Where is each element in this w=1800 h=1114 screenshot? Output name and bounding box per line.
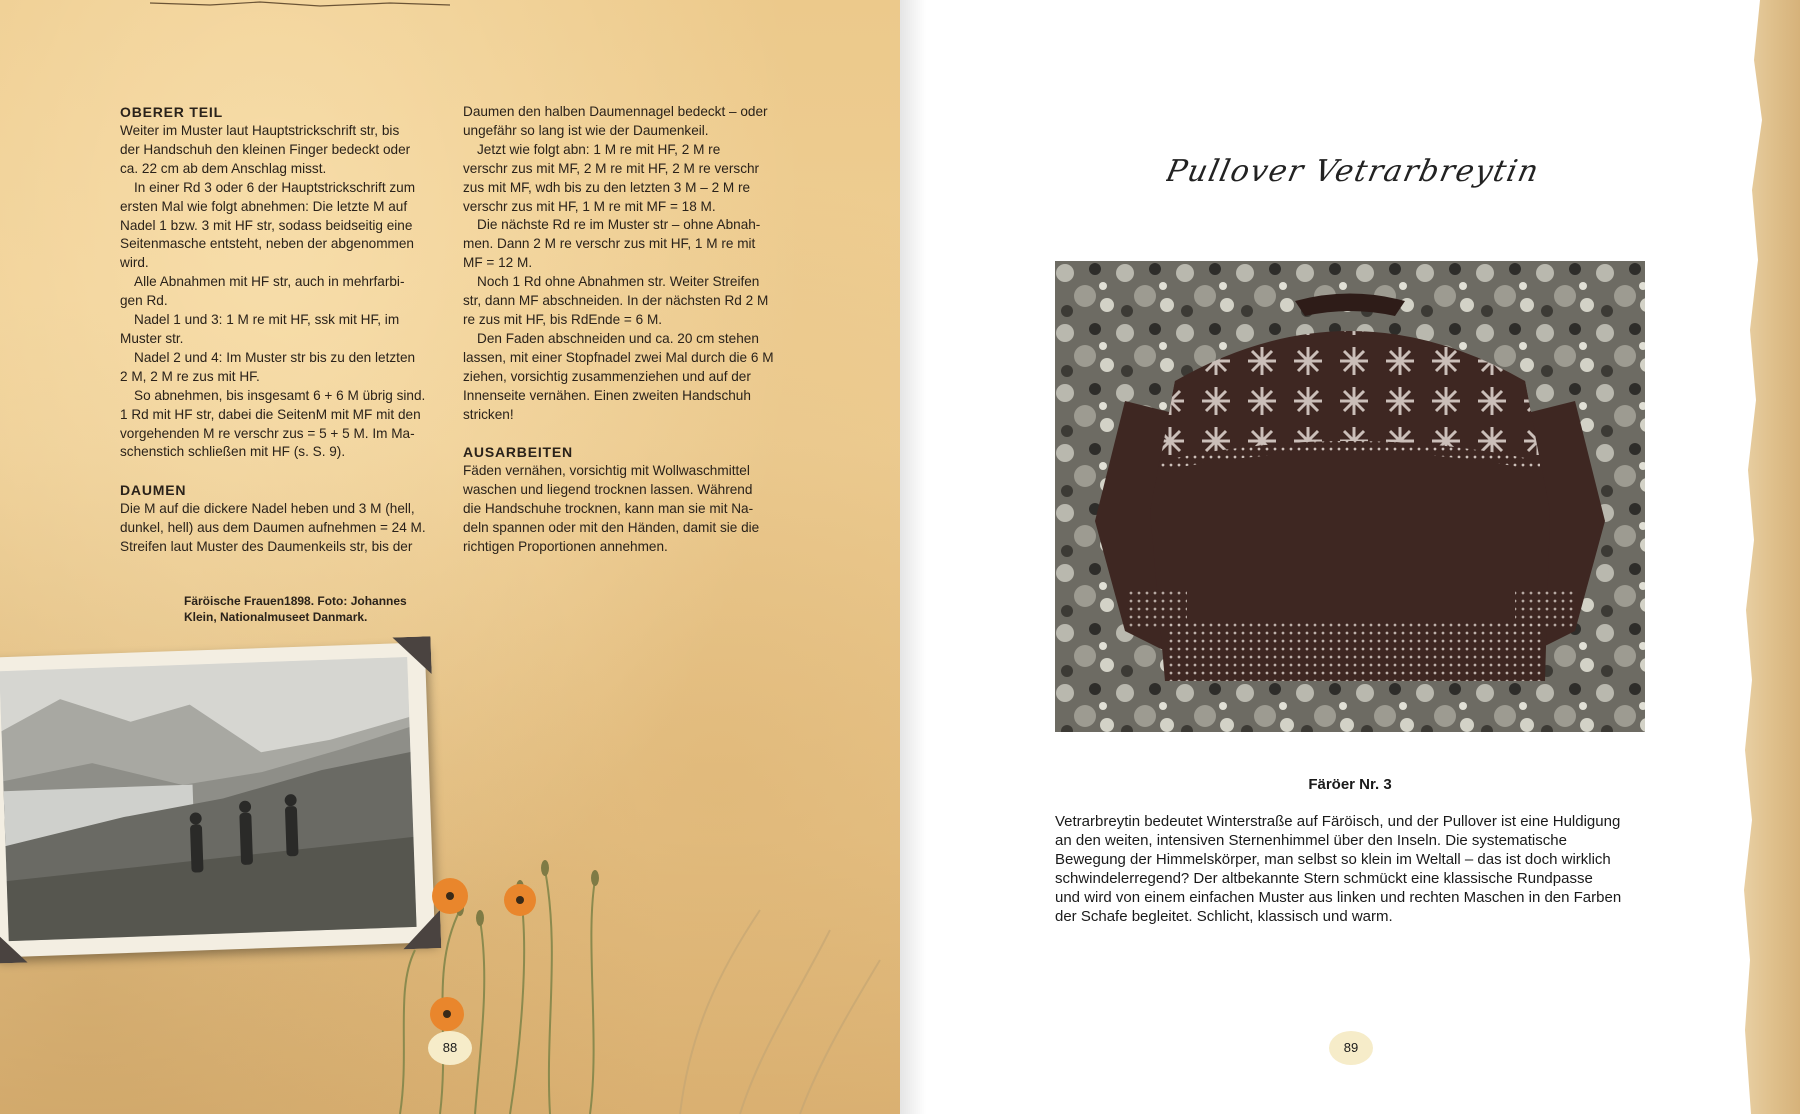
instruction-line: die Handschuhe trocknen, kann man sie mit Na- [463, 501, 754, 517]
spine-shadow [900, 0, 926, 1114]
instruction-line: schenstich schließen mit HF (s. S. 9). [120, 444, 346, 460]
instruction-line: deln spannen oder mit den Händen, damit sie die [463, 520, 760, 536]
page-number: 89 [1329, 1031, 1373, 1065]
description-line: an den weiten, intensiven Sternenhimmel über den Inseln. Die systematische [1055, 832, 1567, 849]
section-heading: OBERER TEIL [120, 104, 223, 120]
instruction-line: men. Dann 2 M re verschr zus mit HF, 1 M re mit [463, 236, 756, 252]
instruction-line: Seitenmasche entsteht, neben der abgenommen [120, 236, 414, 252]
script-title-text: Pullover Vetrarbreytin [1166, 154, 1543, 189]
vintage-photo-image [0, 657, 417, 941]
instruction-line: Die M auf die dickere Nadel heben und 3 M (hell, [120, 501, 415, 517]
instruction-line: Nadel 2 und 4: Im Muster str bis zu den letzten [134, 349, 416, 365]
instruction-line: Die nächste Rd re im Muster str – ohne Abnah- [477, 217, 761, 233]
paragraph-spacer [120, 462, 438, 481]
instruction-line: So abnehmen, bis insgesamt 6 + 6 M übrig sind. [134, 387, 426, 403]
instruction-line: Innenseite vernähen. Einen zweiten Handschuh [463, 387, 751, 403]
instruction-line: vorgehenden M re verschr zus = 5 + 5 M. Im Ma- [120, 425, 415, 441]
project-title: Färöer Nr. 3 [1308, 776, 1392, 793]
sweater-photo [1055, 261, 1645, 732]
instruction-line: waschen und liegend trocknen lassen. Während [463, 482, 753, 498]
caption-line: Klein, Nationalmuseet Danmark. [184, 610, 368, 624]
instruction-line: ca. 22 cm ab dem Anschlag misst. [120, 160, 327, 176]
photo-caption [184, 593, 424, 625]
instruction-line: ziehen, vorsichtig zusammenziehen und auf der [463, 368, 751, 384]
instruction-line: MF = 12 M. [463, 255, 533, 271]
instruction-line: Fäden vernähen, vorsichtig mit Wollwaschmittel [463, 463, 750, 479]
page-number: 88 [428, 1031, 472, 1065]
instruction-line: str, dann MF abschneiden. In der nächsten Rd 2 M [463, 293, 769, 309]
paragraph-spacer [463, 424, 781, 443]
caption-line: Färöische Frauen1898. Foto: Johannes [184, 594, 407, 608]
instruction-line: Noch 1 Rd ohne Abnahmen str. Weiter Streifen [477, 274, 760, 290]
instruction-line: lassen, mit einer Stopfnadel zwei Mal durch die 6 M [463, 349, 774, 365]
description-line: schwindelerregend? Der altbekannte Stern schmückt eine klassische Rundpasse [1055, 870, 1593, 887]
instruction-line: In einer Rd 3 oder 6 der Hauptstrickschrift zum [134, 179, 416, 195]
description-line: Vetrarbreytin bedeutet Winterstraße auf Färöisch, und der Pullover ist eine Huldigung [1055, 813, 1621, 830]
instruction-line: Weiter im Muster laut Hauptstrickschrift str, bis [120, 123, 400, 138]
instruction-line: ersten Mal wie folgt abnehmen: Die letzte M auf [120, 198, 408, 214]
script-title [1166, 145, 1546, 195]
instruction-line: re zus mit HF, bis RdEnde = 6 M. [463, 311, 663, 327]
instruction-line: 1 Rd mit HF str, dabei die SeitenM mit MF mit den [120, 406, 421, 422]
description-line: und wird von einem einfachen Muster aus linken und rechten Maschen in den Farben [1055, 889, 1622, 906]
description-line: Bewegung der Himmelskörper, man selbst so klein im Weltall – das ist doch wirklich [1055, 851, 1611, 868]
description-line: der Schafe begleitet. Schlicht, klassisch und warm. [1055, 908, 1393, 925]
instruction-line: Nadel 1 bzw. 3 mit HF str, sodass beidseitig eine [120, 217, 413, 233]
torn-paper-edge [1742, 0, 1800, 1114]
instruction-line: wird. [120, 255, 149, 271]
instruction-line: 2 M, 2 M re zus mit HF. [120, 368, 260, 384]
instruction-line: richtigen Proportionen annehmen. [463, 539, 668, 555]
instruction-line: Den Faden abschneiden und ca. 20 cm stehen [477, 330, 759, 346]
instructions-column-left [120, 103, 438, 557]
instruction-line: Daumen den halben Daumennagel bedeckt – oder [463, 104, 768, 119]
instruction-line: Streifen laut Muster des Daumenkeils str, bis der [120, 539, 413, 555]
instruction-line: Nadel 1 und 3: 1 M re mit HF, ssk mit HF, im [134, 312, 400, 328]
instructions-column-right [463, 103, 781, 557]
instruction-line: verschr zus mit MF, 2 M re mit HF, 2 M re verschr [463, 160, 760, 176]
instruction-line: Alle Abnahmen mit HF str, auch in mehrfarbi- [134, 274, 405, 290]
instruction-line: verschr zus mit HF, 1 M re mit MF = 18 M. [463, 198, 716, 214]
instruction-line: der Handschuh den kleinen Finger bedeckt oder [120, 141, 411, 157]
section-heading: DAUMEN [120, 482, 187, 499]
instruction-line: gen Rd. [120, 293, 168, 309]
instruction-line: stricken! [463, 406, 514, 422]
project-description [1055, 812, 1655, 926]
section-heading: AUSARBEITEN [463, 444, 573, 461]
instruction-line: dunkel, hell) aus dem Daumen aufnehmen = 24 M. [120, 520, 426, 536]
instruction-line: Muster str. [120, 330, 184, 346]
instruction-line: ungefähr so lang ist wie der Daumenkeil. [463, 122, 709, 138]
wall-crack [150, 0, 450, 12]
instruction-line: zus mit MF, wdh bis zu den letzten 3 M – 2 M re [463, 179, 751, 195]
instruction-line: Jetzt wie folgt abn: 1 M re mit HF, 2 M re [477, 141, 721, 157]
vintage-photo [0, 642, 435, 957]
